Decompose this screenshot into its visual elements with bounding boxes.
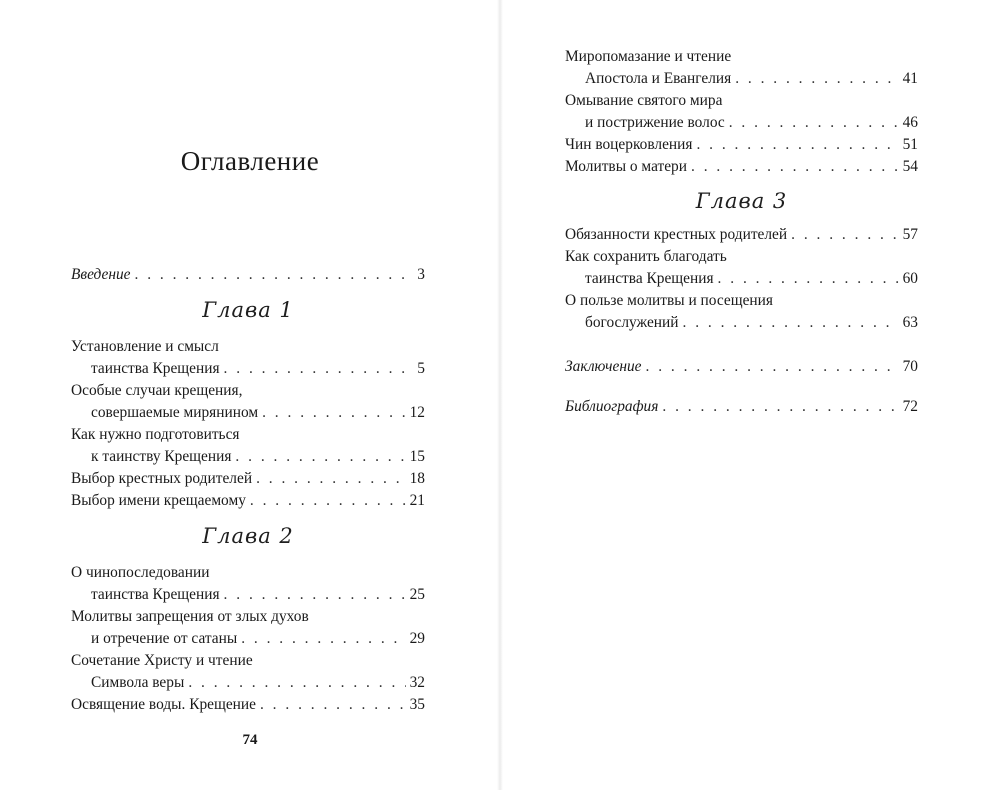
toc-entry-title-cont: и отречение от сатаны xyxy=(91,630,238,647)
toc-page-number: 5 xyxy=(417,360,425,377)
toc-page-number: 54 xyxy=(902,158,918,175)
leader-dots xyxy=(250,490,406,512)
toc-entry-title: Как нужно подготовиться xyxy=(71,426,240,443)
toc-page-number: 12 xyxy=(409,404,425,421)
toc-page-number: 3 xyxy=(417,266,425,283)
leader-dots xyxy=(791,224,898,246)
toc-page-number: 60 xyxy=(902,270,918,287)
page-number: 74 xyxy=(242,732,258,748)
toc-page-number: 32 xyxy=(409,674,425,691)
toc-page-number: 25 xyxy=(409,586,425,603)
leader-dots xyxy=(691,156,899,178)
leader-dots xyxy=(735,68,898,90)
toc-entry-title: О чинопоследовании xyxy=(71,564,210,581)
toc-entry-title: Выбор имени крещаемому xyxy=(71,492,246,509)
toc-entry xyxy=(71,562,425,606)
toc-page-number: 35 xyxy=(409,696,425,713)
chapter-1-heading: Глава 1 xyxy=(202,298,294,322)
toc-entry xyxy=(565,224,918,246)
toc-entry xyxy=(71,380,425,424)
leader-dots xyxy=(260,694,406,716)
toc-page-number: 41 xyxy=(902,70,918,87)
toc-entry xyxy=(71,490,425,512)
toc-entry-title: Как сохранить благодать xyxy=(565,248,727,265)
leader-dots xyxy=(662,396,898,418)
leader-dots xyxy=(188,672,405,694)
toc-page-number: 46 xyxy=(902,114,918,131)
toc-entry-title: Освящение воды. Крещение xyxy=(71,696,256,713)
toc-entry-title-cont: таинства Крещения xyxy=(91,360,220,377)
toc-page-number: 15 xyxy=(409,448,425,465)
toc-entry xyxy=(71,336,425,380)
toc-page-number: 70 xyxy=(902,358,918,375)
leader-dots xyxy=(696,134,898,156)
toc-entry-title: Обязанности крестных родителей xyxy=(565,226,788,243)
toc-entry-title: Омывание святого мира xyxy=(565,92,723,109)
toc-page-number: 63 xyxy=(902,314,918,331)
toc-entry-title: Заключение xyxy=(565,358,642,375)
leader-dots xyxy=(224,358,407,380)
toc-right-column xyxy=(565,46,918,418)
leader-dots xyxy=(729,112,899,134)
toc-entry-title: Введение xyxy=(71,266,131,283)
toc-page-number: 57 xyxy=(902,226,918,243)
toc-entry xyxy=(71,424,425,468)
toc-entry-title: Библиография xyxy=(565,398,659,415)
spacer xyxy=(565,334,918,356)
leader-dots xyxy=(262,402,406,424)
toc-entry xyxy=(565,134,918,156)
toc-page-number: 51 xyxy=(902,136,918,153)
toc-entry-title: Выбор крестных родителей xyxy=(71,470,253,487)
leader-dots xyxy=(683,312,899,334)
chapter-3-heading: Глава 3 xyxy=(695,189,788,213)
toc-entry-title: Особые случаи крещения, xyxy=(71,382,243,399)
toc-entry-title-cont: совершаемые мирянином xyxy=(91,404,259,421)
chapter-2-heading: Глава 2 xyxy=(202,524,294,548)
toc-entry xyxy=(565,46,918,90)
right-page xyxy=(503,0,1000,790)
toc-entry-title-cont: таинства Крещения xyxy=(91,586,220,603)
toc-entry xyxy=(565,156,918,178)
toc-entry-title: О пользе молитвы и посещения xyxy=(565,292,773,309)
leader-dots xyxy=(235,446,405,468)
left-page xyxy=(0,0,497,790)
leader-dots xyxy=(256,468,406,490)
toc-entry xyxy=(71,650,425,694)
toc-page-number: 72 xyxy=(902,398,918,415)
leader-dots xyxy=(224,584,406,606)
toc-entry-title-cont: Апостола и Евангелия xyxy=(585,70,732,87)
toc-entry-bibliography xyxy=(565,396,918,418)
toc-entry xyxy=(71,468,425,490)
toc-page-number: 18 xyxy=(409,470,425,487)
toc-entry xyxy=(71,606,425,650)
leader-dots xyxy=(135,264,408,286)
leader-dots xyxy=(718,268,899,290)
toc-entry-title: Сочетание Христу и чтение xyxy=(71,652,253,669)
toc-entry xyxy=(565,290,918,334)
toc-entry-title-cont: богослужений xyxy=(585,314,679,331)
toc-entry-title-cont: к таинству Крещения xyxy=(91,448,232,465)
toc-entry-title-cont: Символа веры xyxy=(91,674,185,691)
toc-entry xyxy=(565,90,918,134)
toc-entry-title-cont: и пострижение волос xyxy=(585,114,725,131)
toc-entry-conclusion xyxy=(565,356,918,378)
toc-left-column xyxy=(71,264,425,716)
toc-entry-introduction xyxy=(71,264,425,286)
spacer xyxy=(565,378,918,396)
toc-entry-title: Миропомазание и чтение xyxy=(565,48,732,65)
toc-page-number: 21 xyxy=(409,492,425,509)
toc-entry-title: Чин воцерковления xyxy=(565,136,693,153)
toc-entry-title: Молитвы запрещения от злых духов xyxy=(71,608,309,625)
leader-dots xyxy=(241,628,405,650)
toc-entry-title-cont: таинства Крещения xyxy=(585,270,714,287)
leader-dots xyxy=(646,356,899,378)
toc-entry xyxy=(71,694,425,716)
page-title: Оглавление xyxy=(180,146,320,176)
toc-entry-title: Установление и смысл xyxy=(71,338,219,355)
toc-page-number: 29 xyxy=(409,630,425,647)
toc-entry xyxy=(565,246,918,290)
toc-entry-title: Молитвы о матери xyxy=(565,158,687,175)
